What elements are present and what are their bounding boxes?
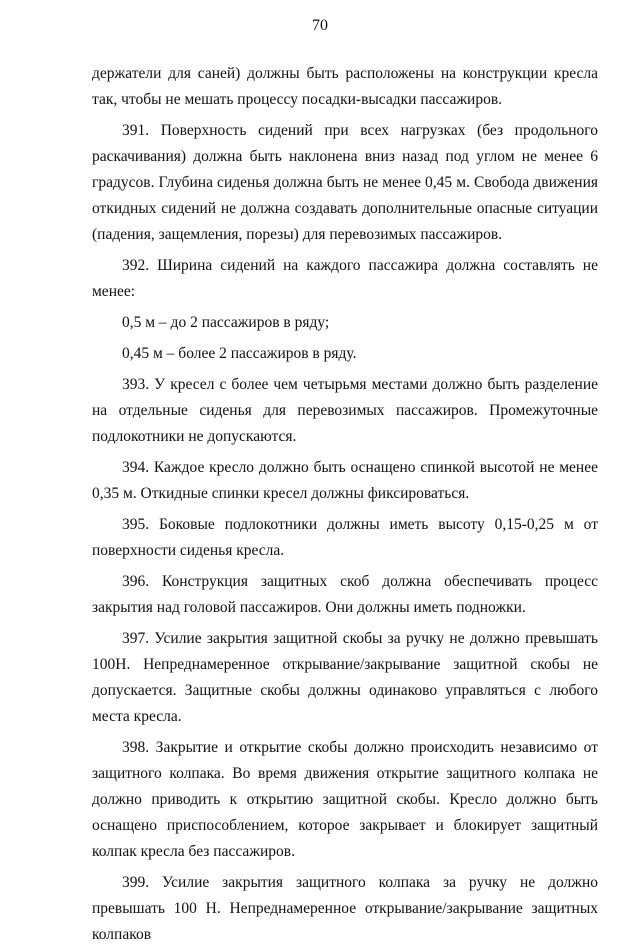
list-item-0-45m: 0,45 м – более 2 пассажиров в ряду. [122, 345, 357, 362]
paragraph-393: 393. У кресел с более чем четырьмя местами должно быть разделение на отдельные сиденья для перевозимых пассажиров. Промежуточные подлокотники не допускаются. [92, 376, 598, 445]
list-item-0-5m: 0,5 м – до 2 пассажиров в ряду; [122, 314, 330, 331]
paragraph-396: 396. Конструкция защитных скоб должна обеспечивать процесс закрытия над головой пассажиров. Они должны иметь подножки. [92, 573, 598, 616]
page-number: 70 [312, 17, 328, 34]
paragraph-391: 391. Поверхность сидений при всех нагрузках (без продольного раскачивания) должна быть наклонена вниз назад под углом не менее 6 градусов. Глубина сиденья должна быть не менее 0,45 м. Свобода движения откидных сидений не должна создавать дополнительные опасные ситуации (падения, защемления, порезы) для перевозимых пассажиров. [92, 122, 598, 243]
paragraph-394: 394. Каждое кресло должно быть оснащено спинкой высотой не менее 0,35 м. Откидные спинки кресел должны фиксироваться. [92, 459, 598, 502]
paragraph-392: 392. Ширина сидений на каждого пассажира должна составлять не менее: [92, 257, 598, 300]
paragraph-397: 397. Усилие закрытия защитной скобы за ручку не должно превышать 100Н. Непреднамеренное открывание/закрывание защитной скобы не допускается. Защитные скобы должны одинаково управляться с любого места кресла. [92, 630, 598, 725]
paragraph-continuation: держатели для саней) должны быть расположены на конструкции кресла так, чтобы не мешать процессу посадки-высадки пассажиров. [92, 65, 598, 108]
paragraph-395: 395. Боковые подлокотники должны иметь высоту 0,15-0,25 м от поверхности сиденья кресла. [92, 516, 598, 559]
paragraph-399: 399. Усилие закрытия защитного колпака за ручку не должно превышать 100 Н. Непреднамеренное открывание/закрывание защитных колпаков [92, 874, 598, 943]
document-body [92, 61, 598, 948]
paragraph-398: 398. Закрытие и открытие скобы должно происходить независимо от защитного колпака. Во время движения открытие защитного колпака не должно приводить к открытию защитной скобы. Кресло должно быть оснащено приспособлением, которое закрывает и блокирует защитный колпак кресла без пассажиров. [92, 739, 598, 860]
